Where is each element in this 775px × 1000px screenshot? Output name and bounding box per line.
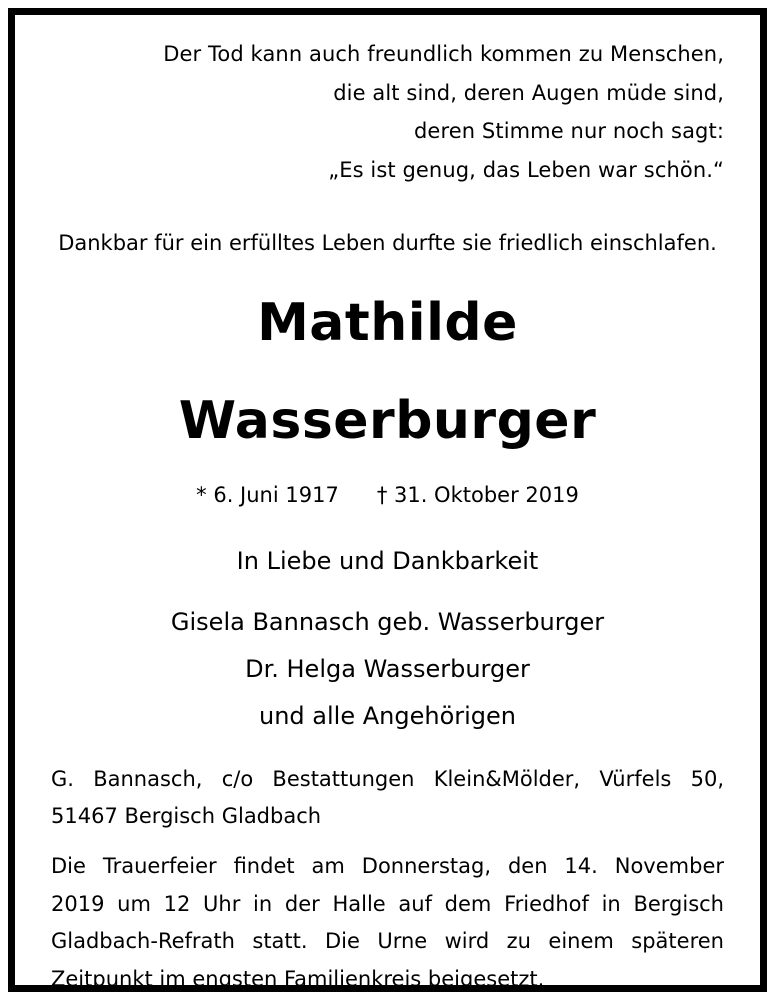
mourner-name: und alle Angehörigen: [259, 702, 516, 730]
mourner-name: Gisela Bannasch geb. Wasserburger: [170, 608, 605, 636]
service-details: [51, 848, 724, 998]
deceased-first-name: Mathilde: [257, 293, 518, 353]
mourner-name: Dr. Helga Wasserburger: [245, 655, 530, 683]
service-line: Zeitpunkt im engsten Familienkreis beigesetzt.: [51, 966, 545, 991]
life-dates: [15, 481, 760, 509]
service-line: Die Trauerfeier findet am Donnerstag, den 14. November: [51, 854, 724, 878]
poem-line: Der Tod kann auch freundlich kommen zu Menschen,: [163, 42, 724, 66]
obituary-frame: [8, 8, 767, 992]
death-date: † 31. Oktober 2019: [376, 483, 579, 507]
mourners-heading: In Liebe und Dankbarkeit: [236, 547, 539, 575]
service-line: 2019 um 12 Uhr in der Halle auf dem Friedhof in Bergisch: [51, 891, 724, 916]
intro-text: Dankbar für ein erfülltes Leben durfte sie friedlich einschlafen.: [58, 231, 717, 255]
contact-address: [51, 761, 724, 835]
address-line: 51467 Bergisch Gladbach: [51, 804, 322, 828]
birth-date: * 6. Juni 1917: [196, 483, 339, 507]
address-line: G. Bannasch, c/o Bestattungen Klein&Mölder, Vürfels 50,: [51, 767, 724, 791]
deceased-last-name: Wasserburger: [178, 391, 597, 451]
service-line: Gladbach-Refrath statt. Die Urne wird zu einem späteren: [51, 929, 724, 953]
poem-line: die alt sind, deren Augen müde sind,: [333, 80, 724, 105]
poem-line: deren Stimme nur noch sagt:: [414, 119, 724, 143]
poem-line: „Es ist genug, das Leben war schön.“: [328, 157, 724, 182]
poem: [163, 35, 724, 189]
